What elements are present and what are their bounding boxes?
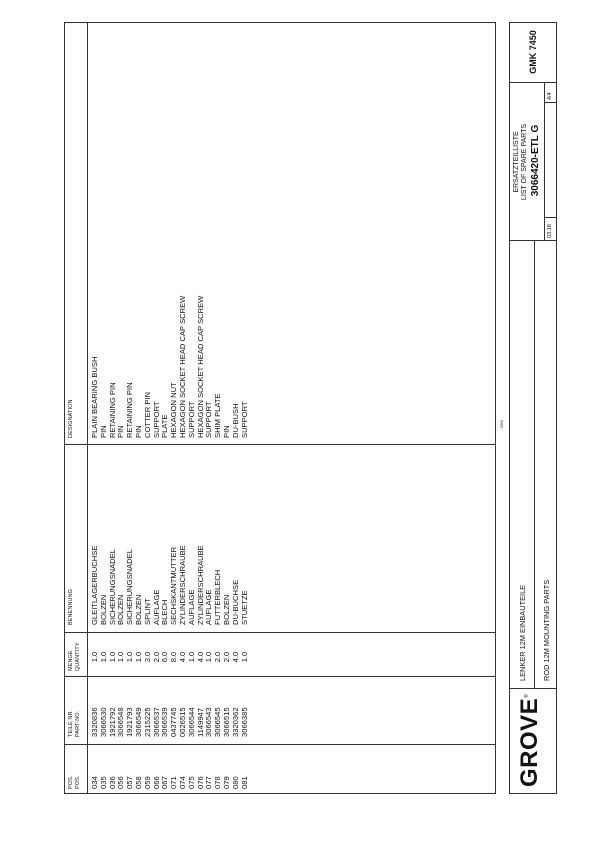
table-row: 077 3066543 1.0 AUFLAGE SUPPORT xyxy=(204,401,214,789)
header-divider xyxy=(87,23,88,793)
title-divider xyxy=(544,217,556,218)
table-row: 036 1921792 1.0 SICHERUNGSNADEL RETAINING PIN xyxy=(107,382,117,789)
title-divider xyxy=(534,241,535,689)
title-german: LENKER 12M EINBAUTEILE xyxy=(518,584,527,681)
list-title-german: ERSATZTEILLISTE xyxy=(513,131,520,193)
table-row: 080 3320362 4.0 DU-BUCHSE DU-BUSH xyxy=(230,403,240,789)
table-row: 075 3066544 1.0 AUFLAGE SUPPORT xyxy=(186,401,196,789)
table-row: 057 1921793 1.0 SICHERUNGSNADEL RETAINING PIN xyxy=(125,382,135,789)
table-row: 078 3066545 2.0 FUTTERBLECH SHIM PLATE xyxy=(213,393,223,789)
table-row: 059 2315225 3.0 SPLINT COTTER PIN xyxy=(142,392,152,789)
parts-table xyxy=(64,22,496,794)
model-number: GMK 7450 xyxy=(528,30,538,74)
title-block xyxy=(509,22,557,794)
table-row: 081 3066385 1.0 STUETZE SUPPORT xyxy=(239,401,249,789)
table-row: 074 0026515 4.0 ZYLINDERSCHRAUBE HEXAGON SOCKET HEAD CAP SCREW xyxy=(177,295,187,789)
title-divider xyxy=(510,688,556,689)
header-pos: POS. POS. xyxy=(68,775,81,789)
table-row: 035 3066530 1.0 BOLZEN PIN xyxy=(98,425,108,789)
table-row: 058 3066549 1.0 BOLZEN PIN xyxy=(133,425,143,789)
table-row: 071 0437745 8.0 SECHSKANTMUTTER HEXAGON NUT xyxy=(169,382,179,789)
table-row: 079 3066515 2.0 BOLZEN PIN xyxy=(221,425,231,789)
table-row: 066 3066537 2.0 AUFLAGE SUPPORT xyxy=(151,401,161,789)
table-row: 034 3320836 1.0 GLEITLAGERBUCHSE PLAIN BEARING BUSH xyxy=(90,356,99,789)
header-quantity: MENGE QUANTITY xyxy=(68,642,81,671)
document-number: 3066420-ETL G xyxy=(530,124,541,197)
table-row: 056 3066548 1.0 BOLZEN PIN xyxy=(116,425,126,789)
list-title-english: LIST OF SPARE PARTS xyxy=(521,123,528,201)
header-benennung: BENENNUNG xyxy=(68,588,74,625)
parts-rows xyxy=(91,23,249,793)
page-reference: 2803 xyxy=(500,420,504,428)
header-part-no: TEILE NR. PART-NO. xyxy=(68,709,81,737)
title-divider xyxy=(544,102,556,103)
table-row: 067 3066539 6.0 BLECH PLATE xyxy=(160,414,170,789)
title-english: ROD 12M MOUNTING PARTS xyxy=(542,579,551,681)
revision-date: 03.18 xyxy=(547,224,553,238)
grove-logo: GROVE® xyxy=(516,693,543,787)
header-designation: DESIGNATION xyxy=(68,399,74,438)
page-number: 4/4 xyxy=(547,92,553,100)
table-row: 076 1149947 4.0 ZYLINDERSCHRAUBE HEXAGON SOCKET HEAD CAP SCREW xyxy=(195,295,205,789)
